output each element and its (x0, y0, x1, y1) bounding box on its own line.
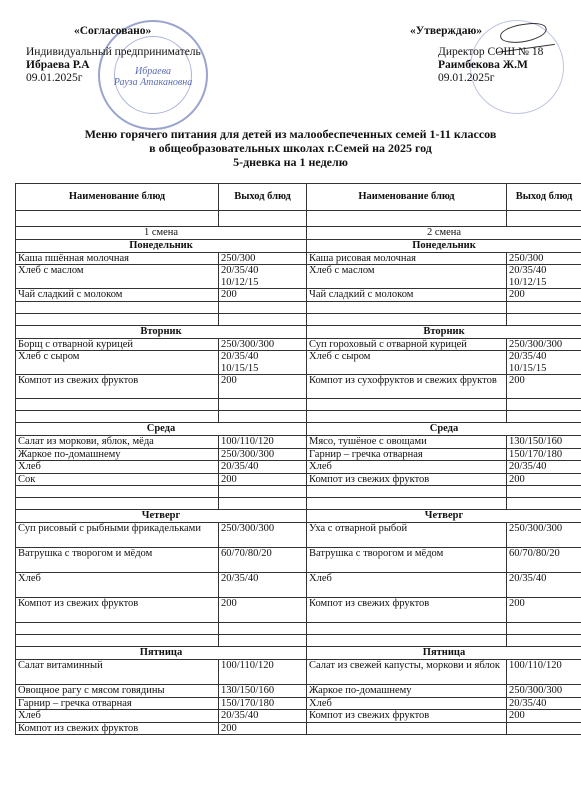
title-line-1: Меню горячего питания для детей из малообеспеченных семей 1-11 классов (84, 127, 497, 141)
day-label: Понедельник (307, 240, 581, 253)
menu-table (15, 183, 581, 735)
yield-cell: 250/300 (219, 252, 307, 265)
header-right (410, 25, 543, 85)
day-label: Пятница (307, 647, 581, 660)
approve-label: «Утверждаю» (410, 25, 482, 37)
dish-cell: Сок (16, 473, 219, 486)
dish-cell: Борщ с отварной курицей (16, 338, 219, 351)
day-row (16, 647, 581, 660)
day-label: Вторник (16, 325, 307, 338)
day-label: Пятница (16, 647, 307, 660)
dish-cell: Компот из свежих фруктов (16, 375, 219, 399)
yield-cell: 20/35/40 (507, 697, 581, 710)
table-row (16, 289, 581, 302)
shift-1: 1 смена (16, 227, 307, 240)
dish-cell: Суп рисовый с рыбными фрикадельками (16, 523, 219, 548)
dish-cell: Мясо, тушёное с овощами (307, 436, 507, 449)
dish-cell: Хлеб с маслом (16, 265, 219, 289)
dish-cell: Чай сладкий с молоком (16, 289, 219, 302)
dish-cell: Хлеб (16, 461, 219, 474)
shift-row (16, 227, 581, 240)
yield-cell: 60/70/80/20 (507, 548, 581, 573)
table-row (16, 697, 581, 710)
yield-cell: 250/300/300 (219, 448, 307, 461)
day-label: Среда (16, 423, 307, 436)
yield-cell: 200 (507, 375, 581, 399)
agree-label: «Согласовано» (74, 25, 152, 37)
yield-cell: 20/35/40 (219, 710, 307, 723)
dish-cell: Салат из свежей капусты, моркови и яблок (307, 660, 507, 685)
col-dish-1: Наименование блюд (16, 184, 219, 211)
yield-cell: 20/35/40 10/15/15 (219, 351, 307, 375)
director-label: Директор СОШ № 18 (438, 46, 544, 58)
dish-cell: Хлеб с сыром (307, 351, 507, 375)
shift-2: 2 смена (307, 227, 581, 240)
spacer-row (16, 211, 581, 227)
page-title (0, 127, 581, 169)
dish-cell: Уха с отварной рыбой (307, 523, 507, 548)
dish-cell (307, 722, 507, 735)
entrepreneur-label: Индивидуальный предприниматель (26, 46, 201, 58)
table-row (16, 351, 581, 375)
title-line-2: в общеобразовательных школах г.Семей на 2025 год (149, 141, 432, 155)
yield-cell: 100/110/120 (219, 660, 307, 685)
dish-cell: Жаркое по-домашнему (16, 448, 219, 461)
stamp-text: Ибраева Рауза Атакановна (113, 66, 193, 88)
yield-cell: 200 (219, 473, 307, 486)
spacer-row (16, 301, 581, 313)
dish-cell: Чай сладкий с молоком (307, 289, 507, 302)
dish-cell: Жаркое по-домашнему (307, 685, 507, 698)
spacer-row (16, 635, 581, 647)
yield-cell: 150/170/180 (507, 448, 581, 461)
yield-cell: 100/110/120 (507, 660, 581, 685)
spacer-row (16, 498, 581, 510)
yield-cell: 100/110/120 (219, 436, 307, 449)
dish-cell: Гарнир – гречка отварная (16, 697, 219, 710)
dish-cell: Хлеб (307, 573, 507, 598)
table-row (16, 523, 581, 548)
yield-cell: 250/300/300 (507, 685, 581, 698)
yield-cell: 200 (219, 375, 307, 399)
yield-cell: 250/300/300 (507, 523, 581, 548)
day-label: Вторник (307, 325, 581, 338)
yield-cell: 250/300/300 (219, 338, 307, 351)
left-date: 09.01.2025г (26, 72, 83, 84)
table-row (16, 722, 581, 735)
right-date: 09.01.2025г (438, 72, 495, 84)
table-row (16, 660, 581, 685)
yield-cell: 200 (507, 710, 581, 723)
table-row (16, 548, 581, 573)
entrepreneur-name: Ибраева Р.А (26, 59, 90, 71)
dish-cell: Салат из моркови, яблок, мёда (16, 436, 219, 449)
yield-cell: 250/300/300 (219, 523, 307, 548)
yield-cell: 200 (219, 598, 307, 623)
yield-cell: 250/300 (507, 252, 581, 265)
yield-cell: 150/170/180 (219, 697, 307, 710)
dish-cell: Компот из свежих фруктов (16, 722, 219, 735)
dish-cell: Ватрушка с творогом и мёдом (16, 548, 219, 573)
dish-cell: Гарнир – гречка отварная (307, 448, 507, 461)
table-row (16, 448, 581, 461)
table-row (16, 436, 581, 449)
spacer-row (16, 623, 581, 635)
yield-cell: 200 (219, 289, 307, 302)
dish-cell: Хлеб (307, 697, 507, 710)
dish-cell: Хлеб (16, 710, 219, 723)
dish-cell: Компот из сухофруктов и свежих фруктов (307, 375, 507, 399)
director-name: Раимбекова Ж.М (438, 59, 528, 71)
day-row (16, 325, 581, 338)
dish-cell: Компот из свежих фруктов (307, 473, 507, 486)
yield-cell: 200 (507, 473, 581, 486)
table-row (16, 265, 581, 289)
table-row (16, 573, 581, 598)
dish-cell: Салат витаминный (16, 660, 219, 685)
table-row (16, 252, 581, 265)
table-row (16, 375, 581, 399)
spacer-row (16, 313, 581, 325)
dish-cell: Хлеб с маслом (307, 265, 507, 289)
title-line-3: 5-дневка на 1 неделю (233, 155, 348, 169)
day-label: Четверг (16, 510, 307, 523)
day-row (16, 240, 581, 253)
yield-cell: 20/35/40 (219, 461, 307, 474)
table-row (16, 685, 581, 698)
dish-cell: Хлеб (16, 573, 219, 598)
dish-cell: Хлеб с сыром (16, 351, 219, 375)
header-left (26, 25, 201, 85)
dish-cell: Овощное рагу с мясом говядины (16, 685, 219, 698)
spacer-row (16, 411, 581, 423)
col-yield-1: Выход блюд (219, 184, 307, 211)
yield-cell: 130/150/160 (507, 436, 581, 449)
yield-cell: 20/35/40 (507, 461, 581, 474)
yield-cell: 200 (507, 289, 581, 302)
day-label: Четверг (307, 510, 581, 523)
table-header-row (16, 184, 581, 211)
yield-cell: 130/150/160 (219, 685, 307, 698)
spacer-row (16, 399, 581, 411)
table-row (16, 473, 581, 486)
yield-cell: 20/35/40 (507, 573, 581, 598)
dish-cell: Каша пшённая молочная (16, 252, 219, 265)
col-dish-2: Наименование блюд (307, 184, 507, 211)
dish-cell: Компот из свежих фруктов (307, 710, 507, 723)
yield-cell: 60/70/80/20 (219, 548, 307, 573)
yield-cell: 20/35/40 10/12/15 (507, 265, 581, 289)
yield-cell: 250/300/300 (507, 338, 581, 351)
spacer-row (16, 486, 581, 498)
day-label: Среда (307, 423, 581, 436)
yield-cell: 200 (507, 598, 581, 623)
yield-cell (507, 722, 581, 735)
day-row (16, 510, 581, 523)
dish-cell: Хлеб (307, 461, 507, 474)
table-row (16, 338, 581, 351)
dish-cell: Суп гороховый с отварной курицей (307, 338, 507, 351)
table-row (16, 598, 581, 623)
yield-cell: 20/35/40 10/15/15 (507, 351, 581, 375)
col-yield-2: Выход блюд (507, 184, 581, 211)
yield-cell: 20/35/40 (219, 573, 307, 598)
day-row (16, 423, 581, 436)
dish-cell: Каша рисовая молочная (307, 252, 507, 265)
day-label: Понедельник (16, 240, 307, 253)
yield-cell: 20/35/40 10/12/15 (219, 265, 307, 289)
dish-cell: Компот из свежих фруктов (307, 598, 507, 623)
table-row (16, 461, 581, 474)
dish-cell: Компот из свежих фруктов (16, 598, 219, 623)
table-row (16, 710, 581, 723)
dish-cell: Ватрушка с творогом и мёдом (307, 548, 507, 573)
yield-cell: 200 (219, 722, 307, 735)
